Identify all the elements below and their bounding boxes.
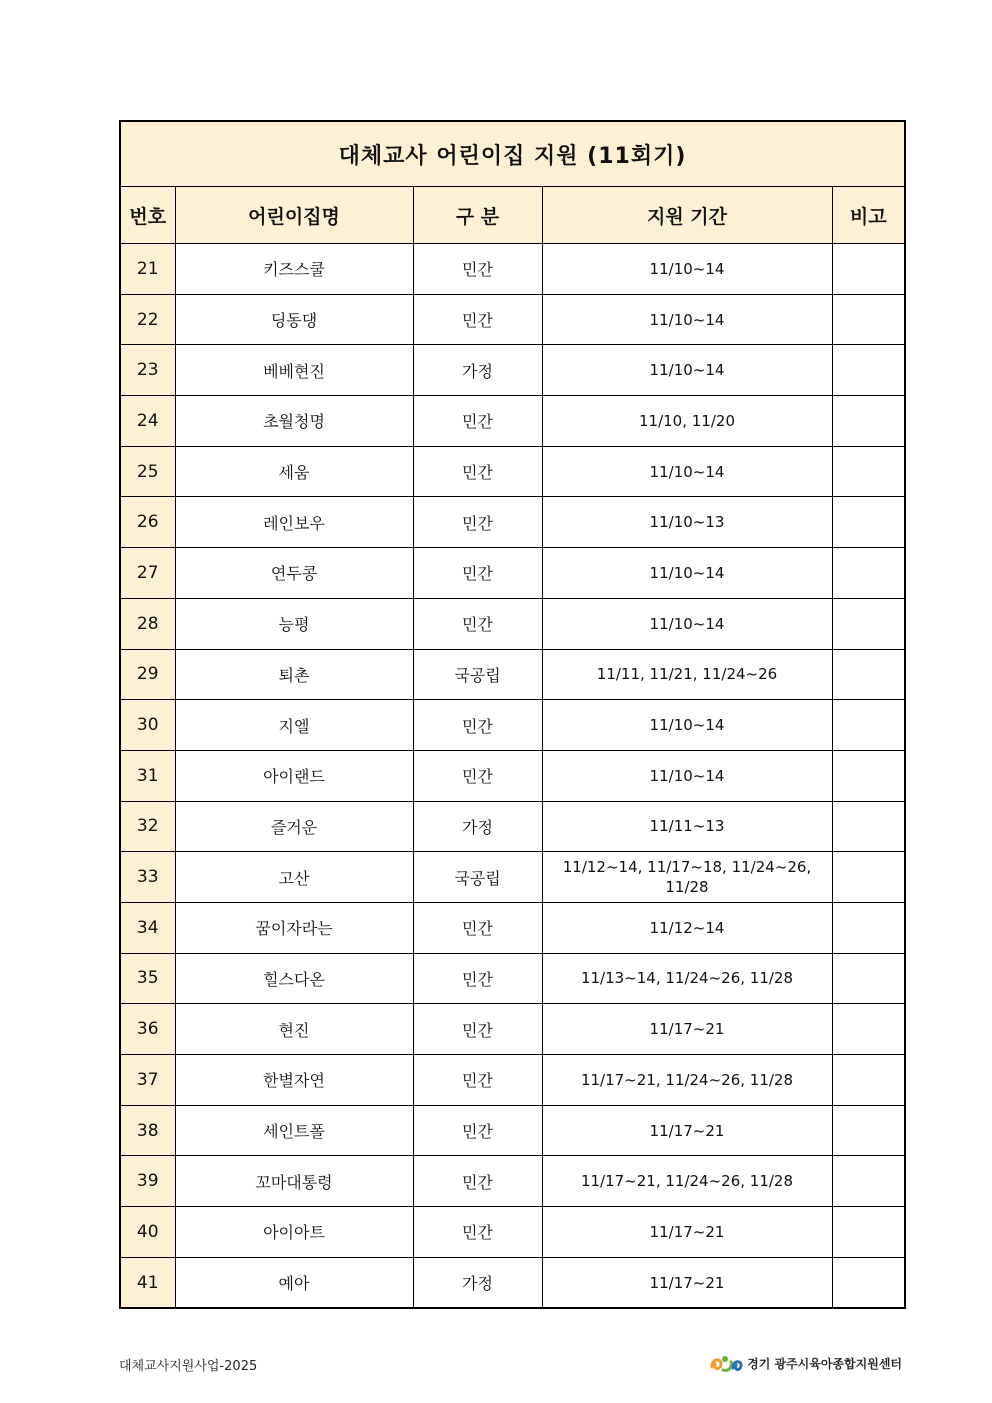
daycare-name: 한별자연 (175, 1055, 413, 1106)
support-period: 11/17~21, 11/24~26, 11/28 (542, 1156, 832, 1207)
table-row (120, 1207, 905, 1258)
table-row (120, 801, 905, 852)
daycare-type: 민간 (413, 598, 542, 649)
daycare-type: 민간 (413, 1156, 542, 1207)
table-row (120, 902, 905, 953)
daycare-name: 세움 (175, 446, 413, 497)
daycare-name: 즐거운 (175, 801, 413, 852)
table-row (120, 548, 905, 599)
daycare-name: 퇴촌 (175, 649, 413, 700)
note (832, 598, 905, 649)
table-row (120, 497, 905, 548)
support-period: 11/11~13 (542, 801, 832, 852)
support-period: 11/17~21 (542, 1105, 832, 1156)
daycare-name: 세인트폴 (175, 1105, 413, 1156)
header-name: 어린이집명 (175, 187, 413, 244)
daycare-type: 가정 (413, 1257, 542, 1308)
note (832, 1055, 905, 1106)
daycare-name: 예아 (175, 1257, 413, 1308)
support-period: 11/10~14 (542, 750, 832, 801)
note (832, 1257, 905, 1308)
daycare-type: 민간 (413, 1105, 542, 1156)
table-row (120, 700, 905, 751)
table-row (120, 446, 905, 497)
row-number: 22 (120, 294, 175, 345)
row-number: 32 (120, 801, 175, 852)
row-number: 26 (120, 497, 175, 548)
daycare-name: 베베현진 (175, 345, 413, 396)
daycare-name: 현진 (175, 1004, 413, 1055)
table-row (120, 396, 905, 447)
note (832, 902, 905, 953)
note (832, 244, 905, 295)
support-period: 11/10~14 (542, 345, 832, 396)
support-period: 11/12~14, 11/17~18, 11/24~26, 11/28 (542, 852, 832, 903)
support-period: 11/10, 11/20 (542, 396, 832, 447)
note (832, 446, 905, 497)
note (832, 1105, 905, 1156)
daycare-type: 민간 (413, 750, 542, 801)
note (832, 294, 905, 345)
row-number: 31 (120, 750, 175, 801)
row-number: 40 (120, 1207, 175, 1258)
daycare-type: 민간 (413, 700, 542, 751)
note (832, 1156, 905, 1207)
row-number: 36 (120, 1004, 175, 1055)
support-period: 11/10~14 (542, 548, 832, 599)
daycare-type: 국공립 (413, 852, 542, 903)
daycare-name: 레인보우 (175, 497, 413, 548)
table-row (120, 1004, 905, 1055)
support-period: 11/11, 11/21, 11/24~26 (542, 649, 832, 700)
note (832, 396, 905, 447)
table-row (120, 244, 905, 295)
table-row (120, 953, 905, 1004)
note (832, 497, 905, 548)
daycare-name: 딩동댕 (175, 294, 413, 345)
row-number: 33 (120, 852, 175, 903)
table-row (120, 1105, 905, 1156)
table-row (120, 1156, 905, 1207)
footer-program-label: 대체교사지원사업-2025 (119, 1359, 258, 1374)
header-no: 번호 (120, 187, 175, 244)
table-row (120, 598, 905, 649)
support-period: 11/17~21 (542, 1207, 832, 1258)
row-number: 34 (120, 902, 175, 953)
note (832, 345, 905, 396)
daycare-name: 꼬마대통령 (175, 1156, 413, 1207)
table-row (120, 750, 905, 801)
daycare-type: 가정 (413, 801, 542, 852)
daycare-type: 가정 (413, 345, 542, 396)
daycare-type: 민간 (413, 902, 542, 953)
daycare-type: 민간 (413, 1004, 542, 1055)
daycare-type: 민간 (413, 548, 542, 599)
support-period: 11/17~21, 11/24~26, 11/28 (542, 1055, 832, 1106)
daycare-name: 초월청명 (175, 396, 413, 447)
daycare-name: 아이아트 (175, 1207, 413, 1258)
row-number: 23 (120, 345, 175, 396)
table-row (120, 294, 905, 345)
daycare-name: 지엘 (175, 700, 413, 751)
support-period: 11/10~14 (542, 294, 832, 345)
row-number: 25 (120, 446, 175, 497)
row-number: 24 (120, 396, 175, 447)
note (832, 750, 905, 801)
row-number: 41 (120, 1257, 175, 1308)
footer-center (709, 1352, 902, 1374)
support-period: 11/17~21 (542, 1257, 832, 1308)
support-period: 11/10~14 (542, 446, 832, 497)
support-period: 11/10~13 (542, 497, 832, 548)
daycare-type: 민간 (413, 1055, 542, 1106)
daycare-name: 꿈이자라는 (175, 902, 413, 953)
note (832, 1004, 905, 1055)
row-number: 30 (120, 700, 175, 751)
header-type: 구 분 (413, 187, 542, 244)
note (832, 953, 905, 1004)
support-period: 11/10~14 (542, 244, 832, 295)
daycare-type: 민간 (413, 1207, 542, 1258)
row-number: 21 (120, 244, 175, 295)
daycare-name: 능평 (175, 598, 413, 649)
table-title: 대체교사 어린이집 지원 (11회기) (120, 121, 905, 187)
row-number: 37 (120, 1055, 175, 1106)
daycare-type: 민간 (413, 497, 542, 548)
note (832, 548, 905, 599)
note (832, 852, 905, 903)
row-number: 39 (120, 1156, 175, 1207)
support-period: 11/13~14, 11/24~26, 11/28 (542, 953, 832, 1004)
note (832, 801, 905, 852)
table-row (120, 1257, 905, 1308)
center-logo-icon (709, 1352, 743, 1374)
note (832, 1207, 905, 1258)
daycare-name: 힐스다온 (175, 953, 413, 1004)
daycare-type: 민간 (413, 953, 542, 1004)
daycare-type: 민간 (413, 446, 542, 497)
row-number: 29 (120, 649, 175, 700)
support-period: 11/10~14 (542, 598, 832, 649)
support-period: 11/10~14 (542, 700, 832, 751)
table-row (120, 852, 905, 903)
footer-center-name: 경기 광주시육아종합지원센터 (747, 1356, 902, 1371)
support-period: 11/12~14 (542, 902, 832, 953)
table-row (120, 649, 905, 700)
daycare-type: 국공립 (413, 649, 542, 700)
header-row (120, 187, 905, 244)
daycare-name: 연두콩 (175, 548, 413, 599)
support-period: 11/17~21 (542, 1004, 832, 1055)
support-table (119, 120, 906, 1309)
row-number: 35 (120, 953, 175, 1004)
daycare-name: 키즈스쿨 (175, 244, 413, 295)
row-number: 27 (120, 548, 175, 599)
daycare-type: 민간 (413, 244, 542, 295)
table-row (120, 1055, 905, 1106)
daycare-type: 민간 (413, 294, 542, 345)
header-note: 비고 (832, 187, 905, 244)
daycare-name: 고산 (175, 852, 413, 903)
note (832, 649, 905, 700)
note (832, 700, 905, 751)
row-number: 28 (120, 598, 175, 649)
header-period: 지원 기간 (542, 187, 832, 244)
table-row (120, 345, 905, 396)
daycare-name: 아이랜드 (175, 750, 413, 801)
row-number: 38 (120, 1105, 175, 1156)
daycare-type: 민간 (413, 396, 542, 447)
